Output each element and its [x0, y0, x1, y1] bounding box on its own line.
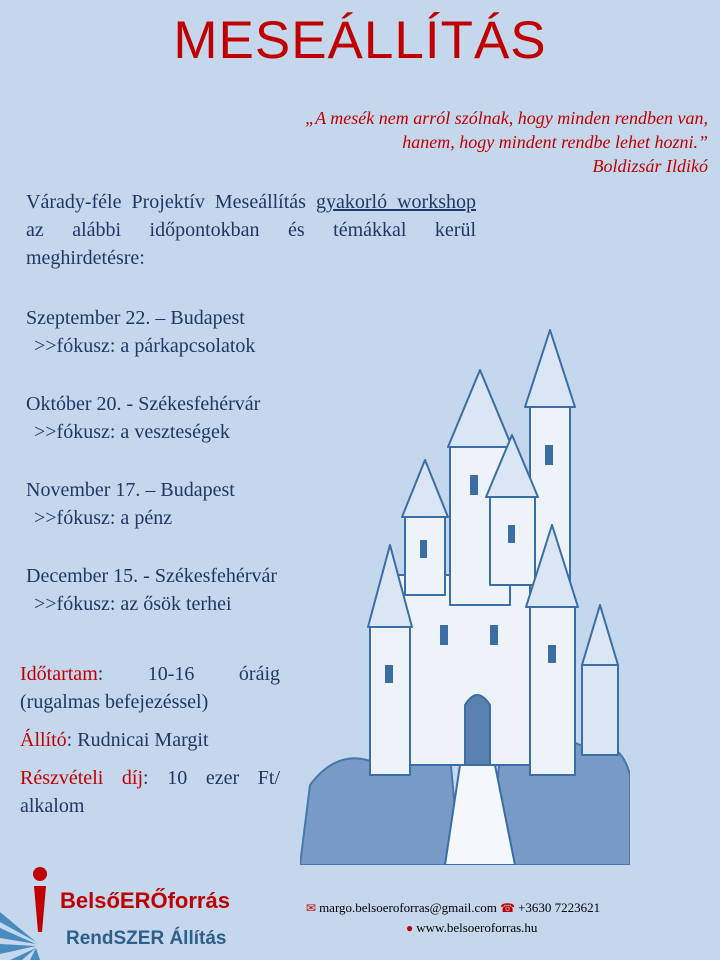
event-focus: >>fókusz: a pénz — [34, 507, 173, 529]
contact-block — [306, 898, 716, 938]
duration-value: : 10-16 óráig (rugalmas befejezéssel) — [20, 663, 280, 713]
envelope-icon: ✉ — [306, 901, 317, 915]
quote-block — [148, 106, 708, 178]
event-date: Október 20. - Székesfehérvár — [26, 393, 261, 415]
poster-title: MESEÁLLÍTÁS — [173, 11, 547, 70]
logo-mark-icon — [0, 862, 60, 960]
quote-line-1: „A mesék nem arról szólnak, hogy minden rendben van, — [305, 108, 708, 128]
logo-text-top: BelsőERŐforrás — [60, 888, 230, 913]
fee-row — [20, 764, 280, 820]
web-line — [306, 918, 716, 938]
event-focus: >>fókusz: a veszteségek — [34, 421, 230, 443]
duration-row — [20, 660, 280, 716]
intro-before: Várady-féle Projektív Meseállítás — [26, 191, 316, 213]
event-focus: >>fókusz: a párkapcsolatok — [34, 335, 256, 357]
logo-text-bottom: RendSZER Állítás — [66, 928, 227, 949]
website-link[interactable]: www.belsoeroforras.hu — [416, 920, 538, 935]
fee-value: : 10 ezer Ft/ alkalom — [20, 767, 280, 817]
host-row — [20, 726, 280, 754]
logo — [0, 862, 290, 960]
intro-text — [26, 188, 476, 272]
quote-author: Boldizsár Ildikó — [592, 156, 708, 176]
quote-line-2: hanem, hogy mindent rendbe lehet hozni.” — [402, 132, 708, 152]
contact-line — [306, 898, 716, 918]
globe-icon: ● — [406, 921, 414, 935]
email-link[interactable]: margo.belsoeroforras@gmail.com — [319, 900, 497, 915]
host-value: : Rudnicai Margit — [66, 729, 209, 751]
telephone-icon: ☎ — [500, 901, 516, 915]
intro-after: az alábbi időpontokban és témákkal kerül meghirdetésre: — [26, 219, 476, 269]
workshop-link[interactable]: gyakorló workshop — [315, 191, 476, 213]
event-date: Szeptember 22. – Budapest — [26, 307, 245, 329]
info-block — [20, 660, 280, 830]
event-date: December 15. - Székesfehérvár — [26, 565, 277, 587]
duration-label: Időtartam — [20, 663, 98, 685]
fee-label: Részvételi díj — [20, 767, 144, 789]
event-date: November 17. – Budapest — [26, 479, 235, 501]
phone-number[interactable]: +3630 7223621 — [518, 900, 601, 915]
castle-illustration — [300, 325, 630, 865]
event-focus: >>fókusz: az ősök terhei — [34, 593, 232, 615]
host-label: Állító — [20, 729, 67, 751]
